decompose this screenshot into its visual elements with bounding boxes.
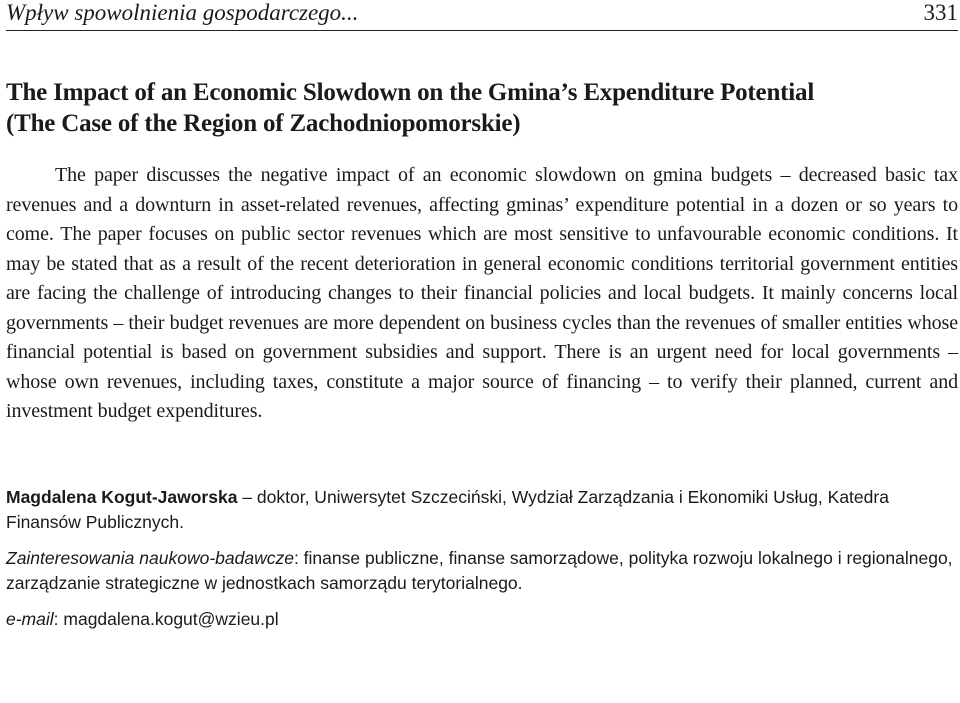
author-name: Magdalena Kogut-Jaworska <box>6 486 238 507</box>
paper-title-line-2: (The Case of the Region of Zachodniopomorskie) <box>6 110 521 137</box>
paper-title <box>6 77 958 139</box>
author-email <box>6 607 958 632</box>
author-affiliation: – doktor, Uniwersytet Szczeciński, Wydział Zarządzania i Ekonomiki Usług, Katedra Finansów Publicznych. <box>6 486 889 532</box>
document-page <box>6 0 958 643</box>
paper-title-line-1: The Impact of an Economic Slowdown on the Gmina’s Expenditure Potential <box>6 79 815 106</box>
running-title: Wpływ spowolnienia gospodarczego... <box>6 0 359 25</box>
email-label: e-mail <box>6 608 54 629</box>
running-header <box>6 0 958 31</box>
abstract-paragraph: The paper discusses the negative impact of an economic slowdown on gmina budgets – decreased basic tax revenues and a downturn in asset-related revenues, affecting gminas’ expenditure potential in a dozen or so years to come. The paper focuses on public sector revenues which are most sensitive to unfavourable economic conditions. It may be stated that as a result of the recent deterioration in general economic conditions territorial government entities are facing the challenge of introducing changes to their financial policies and local budgets. It mainly concerns local governments – their budget revenues are more dependent on business cycles than the revenues of smaller entities whose financial potential is based on government subsidies and support. There is an urgent need for local governments – whose own revenues, including taxes, constitute a major source of financing – to verify their planned, current and investment budget expenditures. <box>6 164 958 422</box>
email-value: : magdalena.kogut@wzieu.pl <box>53 608 279 629</box>
page-number: 331 <box>923 0 958 25</box>
author-block <box>6 485 958 632</box>
research-interests-label: Zainteresowania naukowo-badawcze <box>6 547 294 568</box>
research-interests <box>6 546 958 596</box>
author-info <box>6 485 958 535</box>
research-interests-text: : finanse publiczne, finanse samorządowe, polityka rozwoju lokalnego i regionalnego, zarządzanie strategiczne w jednostkach samorządu terytorialnego. <box>6 547 953 593</box>
